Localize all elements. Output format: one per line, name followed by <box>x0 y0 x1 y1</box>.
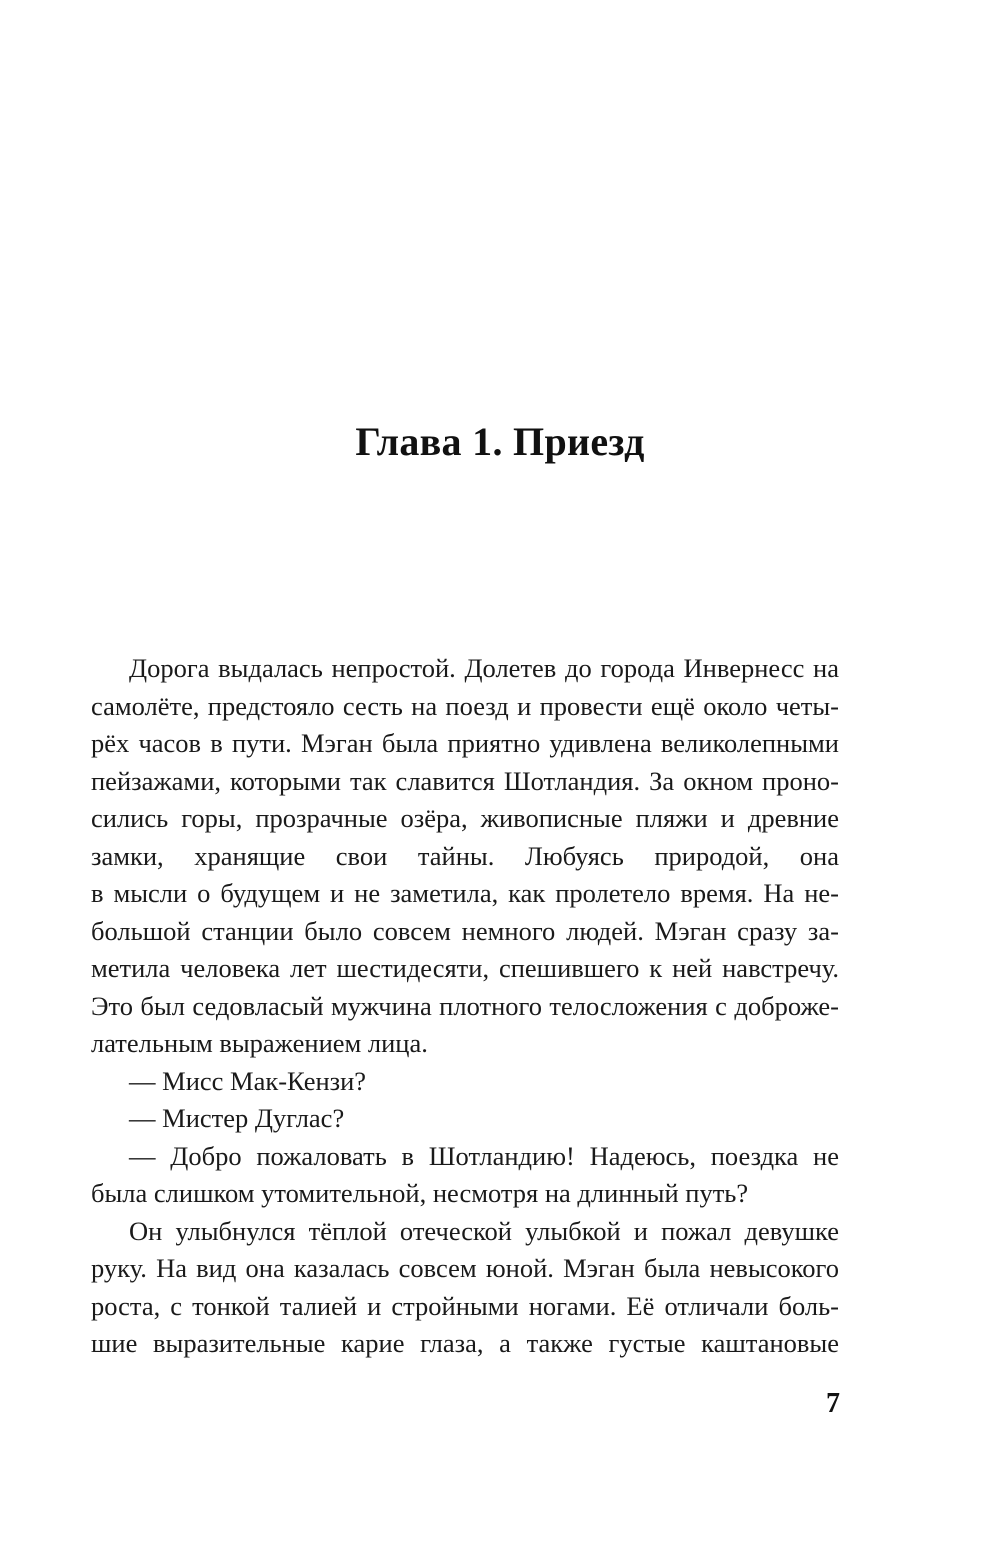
text-line: в мысли о будущем и не заметила, как пролетело время. На не- <box>91 878 839 908</box>
text-line: пейзажами, которыми так славится Шотландия. За окном проно- <box>91 765 839 796</box>
text-line: рёх часов в пути. Мэган была приятно удивлена великолепными <box>91 728 839 758</box>
page-number: 7 <box>826 1388 840 1419</box>
text-line: Он улыбнулся тёплой отеческой улыбкой и пожал девушке <box>129 1215 839 1246</box>
chapter-title: Глава 1. Приезд <box>355 419 645 464</box>
text-line: роста, с тонкой талией и стройными ногами. Её отличали боль- <box>91 1290 839 1321</box>
text-line: замки, хранящие свои тайны. Любуясь природой, она <box>91 840 839 871</box>
text-line: самолёте, предстояло сесть на поезд и провести ещё около четы- <box>91 690 839 721</box>
body-text <box>91 650 839 1363</box>
text-line: руку. На вид она казалась совсем юной. Мэган была невысокого <box>91 1253 839 1283</box>
text-line: Дорога выдалась непростой. Долетев до города Инвернесс на <box>129 653 839 683</box>
text-line: шие выразительные карие глаза, а также густые каштановые <box>91 1328 839 1358</box>
text-line: большой станции было совсем немного людей. Мэган сразу за- <box>91 915 839 946</box>
text-line: метила человека лет шестидесяти, спешившего к ней навстречу. <box>91 953 839 983</box>
text-line: сились горы, прозрачные озёра, живописные пляжи и древние <box>91 803 839 833</box>
text-line: была слишком утомительной, несмотря на длинный путь? <box>91 1178 749 1208</box>
text-line: лательным выражением лица. <box>91 1028 428 1058</box>
text-line: Это был седовласый мужчина плотного телосложения с доброже- <box>91 990 839 1021</box>
dialogue-line: — Мистер Дуглас? <box>129 1103 345 1133</box>
dialogue-line: — Мисс Мак-Кензи? <box>129 1065 367 1096</box>
dialogue-line: — Добро пожаловать в Шотландию! Надеюсь, поездка не <box>129 1140 839 1171</box>
